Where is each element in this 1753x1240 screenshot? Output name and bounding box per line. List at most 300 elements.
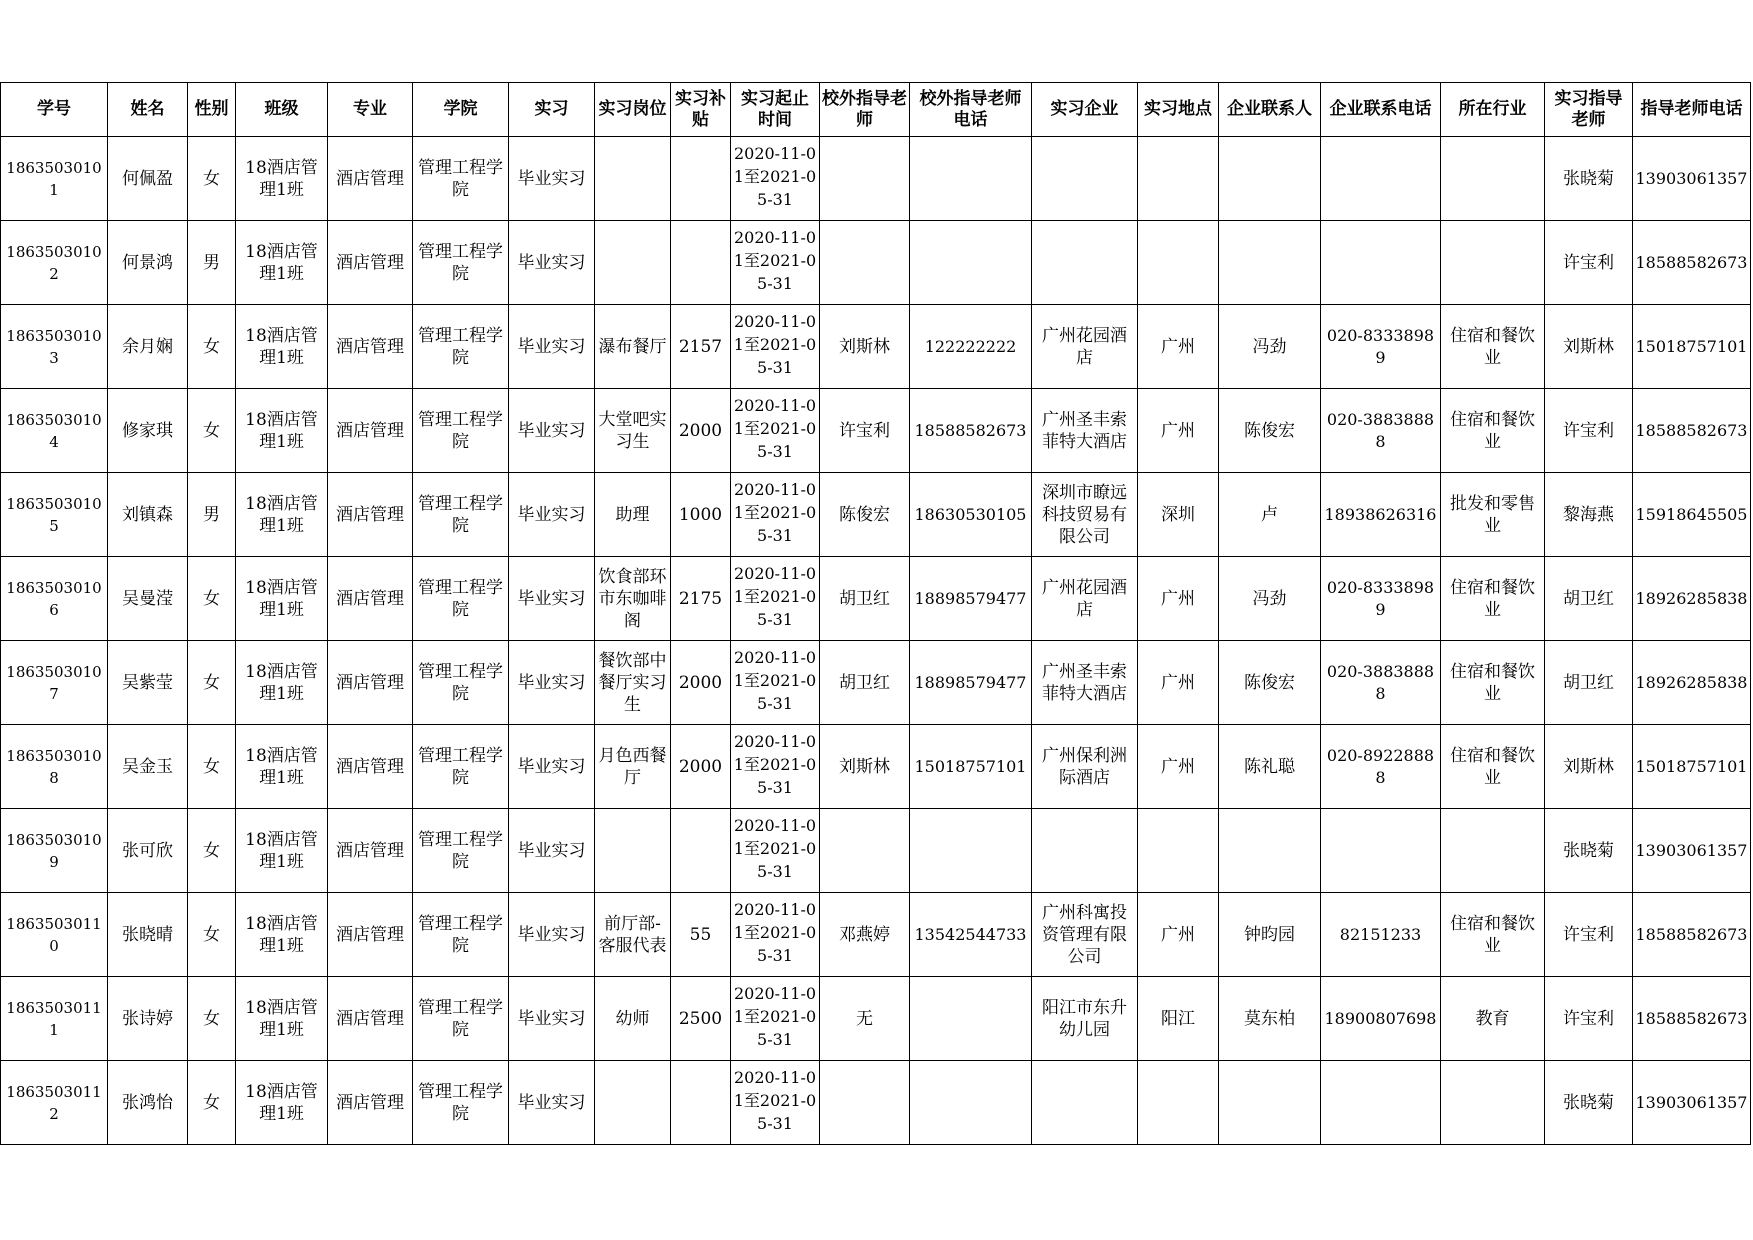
cell-text: 酒店管理	[336, 420, 404, 441]
cell-text: 吴曼滢	[122, 588, 173, 609]
cell-text: 女	[203, 588, 220, 609]
cell-ext-phone	[910, 809, 1032, 893]
cell-text: 许宝利	[1563, 924, 1614, 945]
cell-mentor-phone	[1633, 557, 1751, 641]
cell-subsidy	[671, 305, 731, 389]
cell-id	[1, 893, 108, 977]
cell-text: 18酒店管理1班	[245, 1081, 318, 1124]
column-header-mentor-phone: 指导老师电话	[1633, 83, 1751, 137]
cell-college	[413, 221, 509, 305]
cell-contact	[1219, 641, 1321, 725]
cell-text: 张可欣	[122, 840, 173, 861]
cell-position	[595, 137, 671, 221]
column-header-contact-phone: 企业联系电话	[1321, 83, 1441, 137]
cell-text: 管理工程学院	[418, 1081, 503, 1124]
cell-major	[328, 305, 413, 389]
cell-text: 毕业实习	[517, 672, 586, 693]
cell-text: 深圳市瞭远科技贸易有限公司	[1042, 482, 1127, 547]
cell-contact	[1219, 557, 1321, 641]
cell-contact	[1219, 725, 1321, 809]
cell-text: 前厅部-客服代表	[598, 913, 667, 956]
cell-id	[1, 977, 108, 1061]
cell-college	[413, 641, 509, 725]
cell-class	[236, 473, 328, 557]
cell-company	[1032, 305, 1138, 389]
cell-college	[413, 809, 509, 893]
cell-text: 胡卫红	[839, 672, 890, 693]
cell-location	[1138, 137, 1219, 221]
cell-gender	[188, 725, 236, 809]
cell-text: 广州花园酒店	[1042, 577, 1127, 620]
cell-text: 18898579477	[914, 672, 1027, 692]
cell-industry	[1441, 1061, 1545, 1145]
cell-text: 毕业实习	[517, 504, 586, 525]
cell-text: 13542544733	[914, 924, 1027, 944]
cell-contact-phone	[1321, 389, 1441, 473]
cell-text: 住宿和餐饮业	[1450, 745, 1535, 788]
cell-class	[236, 641, 328, 725]
cell-ext-mentor	[820, 305, 910, 389]
header-row	[1, 83, 1751, 137]
cell-college	[413, 473, 509, 557]
cell-college	[413, 389, 509, 473]
cell-text: 阳江市东升幼儿园	[1042, 997, 1127, 1040]
cell-text: 刘斯林	[1563, 756, 1614, 777]
column-header-gender: 性别	[188, 83, 236, 137]
column-header-class: 班级	[236, 83, 328, 137]
cell-college	[413, 557, 509, 641]
cell-text: 18588582673	[1635, 1008, 1748, 1028]
cell-text: 18926285838	[1635, 672, 1748, 692]
cell-name	[108, 305, 188, 389]
cell-company	[1032, 473, 1138, 557]
cell-college	[413, 137, 509, 221]
cell-class	[236, 389, 328, 473]
cell-text: 18635030101	[6, 158, 102, 199]
cell-period	[731, 557, 820, 641]
cell-ext-phone	[910, 557, 1032, 641]
cell-text: 2020-11-01至2021-05-31	[733, 648, 817, 713]
column-header-major: 专业	[328, 83, 413, 137]
cell-position	[595, 557, 671, 641]
cell-text: 刘斯林	[839, 336, 890, 357]
cell-ext-phone	[910, 137, 1032, 221]
cell-class	[236, 305, 328, 389]
cell-text: 18630530105	[914, 504, 1027, 524]
cell-mentor-phone	[1633, 725, 1751, 809]
cell-text: 18635030112	[6, 1082, 102, 1123]
cell-location	[1138, 221, 1219, 305]
cell-college	[413, 893, 509, 977]
cell-contact	[1219, 809, 1321, 893]
cell-text: 住宿和餐饮业	[1450, 409, 1535, 452]
cell-subsidy	[671, 641, 731, 725]
cell-contact-phone	[1321, 977, 1441, 1061]
cell-text: 修家琪	[122, 420, 173, 441]
cell-location	[1138, 893, 1219, 977]
cell-company	[1032, 1061, 1138, 1145]
cell-gender	[188, 1061, 236, 1145]
cell-mentor	[1545, 893, 1633, 977]
cell-text: 张晓菊	[1563, 168, 1614, 189]
cell-text: 管理工程学院	[418, 409, 503, 452]
table-row	[1, 641, 1751, 725]
cell-name	[108, 977, 188, 1061]
cell-mentor	[1545, 389, 1633, 473]
cell-gender	[188, 977, 236, 1061]
cell-text: 教育	[1475, 1008, 1510, 1029]
cell-text: 刘斯林	[1563, 336, 1614, 357]
cell-type	[509, 725, 595, 809]
cell-text: 广州圣丰索菲特大酒店	[1042, 409, 1127, 452]
table-row	[1, 137, 1751, 221]
cell-ext-mentor	[820, 557, 910, 641]
cell-contact-phone	[1321, 137, 1441, 221]
cell-major	[328, 1061, 413, 1145]
cell-subsidy	[671, 473, 731, 557]
cell-major	[328, 137, 413, 221]
cell-mentor	[1545, 977, 1633, 1061]
cell-period	[731, 221, 820, 305]
cell-major	[328, 977, 413, 1061]
cell-text: 13903061357	[1635, 168, 1748, 188]
cell-text: 广州	[1161, 420, 1195, 441]
cell-class	[236, 221, 328, 305]
cell-text: 毕业实习	[517, 420, 586, 441]
cell-location	[1138, 1061, 1219, 1145]
cell-text: 毕业实习	[517, 840, 586, 861]
cell-location	[1138, 725, 1219, 809]
cell-text: 020-83338989	[1326, 325, 1435, 367]
cell-text: 莫东柏	[1244, 1008, 1295, 1029]
cell-text: 酒店管理	[336, 168, 404, 189]
cell-location	[1138, 641, 1219, 725]
cell-contact-phone	[1321, 305, 1441, 389]
cell-text: 广州圣丰索菲特大酒店	[1042, 661, 1127, 704]
cell-text: 何佩盈	[122, 168, 173, 189]
cell-industry	[1441, 137, 1545, 221]
cell-position	[595, 977, 671, 1061]
cell-contact-phone	[1321, 473, 1441, 557]
cell-gender	[188, 389, 236, 473]
cell-college	[413, 725, 509, 809]
table-row	[1, 725, 1751, 809]
cell-contact-phone	[1321, 725, 1441, 809]
cell-class	[236, 1061, 328, 1145]
cell-text: 胡卫红	[1563, 588, 1614, 609]
cell-text: 女	[203, 756, 220, 777]
cell-text: 女	[203, 336, 220, 357]
cell-subsidy	[671, 389, 731, 473]
column-header-mentor: 实习指导老师	[1545, 83, 1633, 137]
table-row	[1, 305, 1751, 389]
cell-text: 122222222	[924, 336, 1017, 356]
cell-text: 酒店管理	[336, 672, 404, 693]
cell-major	[328, 893, 413, 977]
table-row	[1, 557, 1751, 641]
cell-text: 18635030110	[6, 914, 102, 955]
cell-id	[1, 473, 108, 557]
cell-text: 女	[203, 840, 220, 861]
cell-text: 陈俊宏	[1244, 420, 1295, 441]
cell-ext-mentor	[820, 977, 910, 1061]
cell-subsidy	[671, 977, 731, 1061]
cell-id	[1, 557, 108, 641]
cell-name	[108, 389, 188, 473]
cell-company	[1032, 641, 1138, 725]
cell-text: 毕业实习	[517, 756, 586, 777]
cell-company	[1032, 809, 1138, 893]
cell-contact-phone	[1321, 641, 1441, 725]
table-body	[1, 137, 1751, 1145]
cell-contact	[1219, 977, 1321, 1061]
cell-text: 毕业实习	[517, 252, 586, 273]
cell-text: 女	[203, 1008, 220, 1029]
cell-position	[595, 641, 671, 725]
cell-text: 18酒店管理1班	[245, 241, 318, 284]
cell-gender	[188, 893, 236, 977]
cell-type	[509, 473, 595, 557]
cell-text: 2020-11-01至2021-05-31	[733, 396, 817, 461]
cell-location	[1138, 473, 1219, 557]
cell-position	[595, 221, 671, 305]
cell-text: 管理工程学院	[418, 241, 503, 284]
cell-type	[509, 977, 595, 1061]
cell-class	[236, 977, 328, 1061]
cell-text: 酒店管理	[336, 756, 404, 777]
cell-text: 1000	[678, 504, 723, 525]
cell-college	[413, 977, 509, 1061]
cell-major	[328, 809, 413, 893]
cell-text: 助理	[615, 504, 650, 525]
cell-industry	[1441, 893, 1545, 977]
cell-text: 2157	[678, 336, 723, 357]
cell-mentor	[1545, 137, 1633, 221]
column-header-industry: 所在行业	[1441, 83, 1545, 137]
cell-mentor	[1545, 1061, 1633, 1145]
column-header-ext-mentor: 校外指导老师	[820, 83, 910, 137]
cell-gender	[188, 809, 236, 893]
cell-text: 张晓晴	[122, 924, 173, 945]
cell-text: 广州科寓投资管理有限公司	[1042, 902, 1127, 967]
cell-text: 女	[203, 672, 220, 693]
cell-type	[509, 221, 595, 305]
cell-text: 批发和零售业	[1450, 493, 1535, 536]
cell-period	[731, 977, 820, 1061]
cell-text: 住宿和餐饮业	[1450, 661, 1535, 704]
cell-contact-phone	[1321, 557, 1441, 641]
cell-ext-mentor	[820, 473, 910, 557]
cell-text: 18938626316	[1324, 504, 1437, 524]
cell-type	[509, 1061, 595, 1145]
cell-text: 18635030105	[6, 494, 102, 535]
column-header-name: 姓名	[108, 83, 188, 137]
cell-position	[595, 725, 671, 809]
cell-text: 女	[203, 924, 220, 945]
cell-text: 陈俊宏	[839, 504, 890, 525]
cell-position	[595, 389, 671, 473]
cell-industry	[1441, 473, 1545, 557]
cell-text: 2020-11-01至2021-05-31	[733, 984, 817, 1049]
cell-industry	[1441, 221, 1545, 305]
table-row	[1, 977, 1751, 1061]
cell-text: 2000	[678, 756, 723, 777]
cell-text: 酒店管理	[336, 252, 404, 273]
cell-text: 18635030104	[6, 410, 102, 451]
cell-text: 吴金玉	[122, 756, 173, 777]
cell-type	[509, 641, 595, 725]
cell-text: 女	[203, 168, 220, 189]
cell-text: 许宝利	[1563, 252, 1614, 273]
cell-subsidy	[671, 137, 731, 221]
cell-period	[731, 641, 820, 725]
cell-contact	[1219, 137, 1321, 221]
cell-mentor-phone	[1633, 641, 1751, 725]
cell-text: 18588582673	[1635, 420, 1748, 440]
cell-text: 2020-11-01至2021-05-31	[733, 144, 817, 209]
cell-class	[236, 809, 328, 893]
cell-period	[731, 725, 820, 809]
cell-text: 张鸿怡	[122, 1092, 173, 1113]
cell-text: 18635030107	[6, 662, 102, 703]
cell-text: 18898579477	[914, 588, 1027, 608]
cell-id	[1, 305, 108, 389]
cell-text: 酒店管理	[336, 588, 404, 609]
cell-major	[328, 389, 413, 473]
cell-text: 刘斯林	[839, 756, 890, 777]
cell-industry	[1441, 641, 1545, 725]
table-row	[1, 893, 1751, 977]
cell-text: 2020-11-01至2021-05-31	[733, 228, 817, 293]
cell-text: 18酒店管理1班	[245, 493, 318, 536]
cell-text: 毕业实习	[517, 924, 586, 945]
cell-text: 18635030108	[6, 746, 102, 787]
cell-location	[1138, 389, 1219, 473]
column-header-contact: 企业联系人	[1219, 83, 1321, 137]
cell-text: 18588582673	[1635, 924, 1748, 944]
cell-text: 毕业实习	[517, 588, 586, 609]
cell-text: 邓燕婷	[839, 924, 890, 945]
cell-gender	[188, 221, 236, 305]
cell-text: 2000	[678, 420, 723, 441]
cell-text: 82151233	[1339, 924, 1422, 944]
cell-contact	[1219, 893, 1321, 977]
cell-position	[595, 1061, 671, 1145]
cell-text: 18酒店管理1班	[245, 829, 318, 872]
cell-company	[1032, 893, 1138, 977]
cell-industry	[1441, 305, 1545, 389]
cell-subsidy	[671, 557, 731, 641]
cell-text: 2020-11-01至2021-05-31	[733, 900, 817, 965]
cell-text: 酒店管理	[336, 924, 404, 945]
cell-text: 卢	[1261, 504, 1278, 525]
cell-mentor	[1545, 305, 1633, 389]
cell-gender	[188, 137, 236, 221]
cell-major	[328, 473, 413, 557]
cell-text: 酒店管理	[336, 840, 404, 861]
cell-mentor	[1545, 473, 1633, 557]
cell-text: 2020-11-01至2021-05-31	[733, 312, 817, 377]
cell-id	[1, 725, 108, 809]
cell-id	[1, 221, 108, 305]
cell-text: 18635030103	[6, 326, 102, 367]
cell-text: 18酒店管理1班	[245, 325, 318, 368]
cell-contact-phone	[1321, 809, 1441, 893]
table-row	[1, 1061, 1751, 1145]
cell-text: 钟昀园	[1244, 924, 1295, 945]
cell-ext-mentor	[820, 137, 910, 221]
cell-subsidy	[671, 809, 731, 893]
cell-text: 陈礼聪	[1244, 756, 1295, 777]
cell-text: 男	[203, 252, 220, 273]
cell-id	[1, 389, 108, 473]
cell-text: 管理工程学院	[418, 577, 503, 620]
cell-text: 15018757101	[1635, 756, 1748, 776]
cell-major	[328, 221, 413, 305]
cell-mentor-phone	[1633, 977, 1751, 1061]
cell-college	[413, 1061, 509, 1145]
cell-text: 2020-11-01至2021-05-31	[733, 1068, 817, 1133]
cell-mentor-phone	[1633, 221, 1751, 305]
cell-contact	[1219, 473, 1321, 557]
cell-location	[1138, 809, 1219, 893]
cell-company	[1032, 137, 1138, 221]
cell-text: 何景鸿	[122, 252, 173, 273]
cell-id	[1, 137, 108, 221]
cell-text: 18900807698	[1324, 1008, 1437, 1028]
cell-text: 黎海燕	[1563, 504, 1614, 525]
cell-name	[108, 221, 188, 305]
cell-text: 许宝利	[839, 420, 890, 441]
cell-name	[108, 137, 188, 221]
cell-mentor-phone	[1633, 389, 1751, 473]
cell-ext-phone	[910, 221, 1032, 305]
cell-text: 胡卫红	[839, 588, 890, 609]
cell-ext-phone	[910, 473, 1032, 557]
cell-ext-phone	[910, 1061, 1032, 1145]
cell-id	[1, 809, 108, 893]
cell-contact-phone	[1321, 1061, 1441, 1145]
cell-text: 020-38838888	[1326, 409, 1435, 451]
cell-type	[509, 809, 595, 893]
cell-ext-phone	[910, 725, 1032, 809]
cell-class	[236, 893, 328, 977]
cell-text: 餐饮部中餐厅实习生	[598, 650, 667, 715]
cell-ext-mentor	[820, 389, 910, 473]
cell-text: 月色西餐厅	[598, 745, 667, 788]
cell-contact	[1219, 221, 1321, 305]
cell-text: 18酒店管理1班	[245, 157, 318, 200]
cell-text: 管理工程学院	[418, 997, 503, 1040]
cell-text: 酒店管理	[336, 1008, 404, 1029]
cell-ext-mentor	[820, 221, 910, 305]
cell-ext-mentor	[820, 893, 910, 977]
cell-text: 瀑布餐厅	[598, 336, 667, 357]
cell-name	[108, 473, 188, 557]
cell-mentor	[1545, 641, 1633, 725]
cell-text: 55	[689, 924, 712, 945]
cell-text: 住宿和餐饮业	[1450, 577, 1535, 620]
cell-position	[595, 809, 671, 893]
cell-text: 管理工程学院	[418, 661, 503, 704]
cell-text: 女	[203, 420, 220, 441]
cell-text: 张诗婷	[122, 1008, 173, 1029]
cell-text: 吴紫莹	[122, 672, 173, 693]
cell-position	[595, 305, 671, 389]
column-header-period: 实习起止时间	[731, 83, 820, 137]
table-row	[1, 809, 1751, 893]
cell-text: 15018757101	[1635, 336, 1748, 356]
